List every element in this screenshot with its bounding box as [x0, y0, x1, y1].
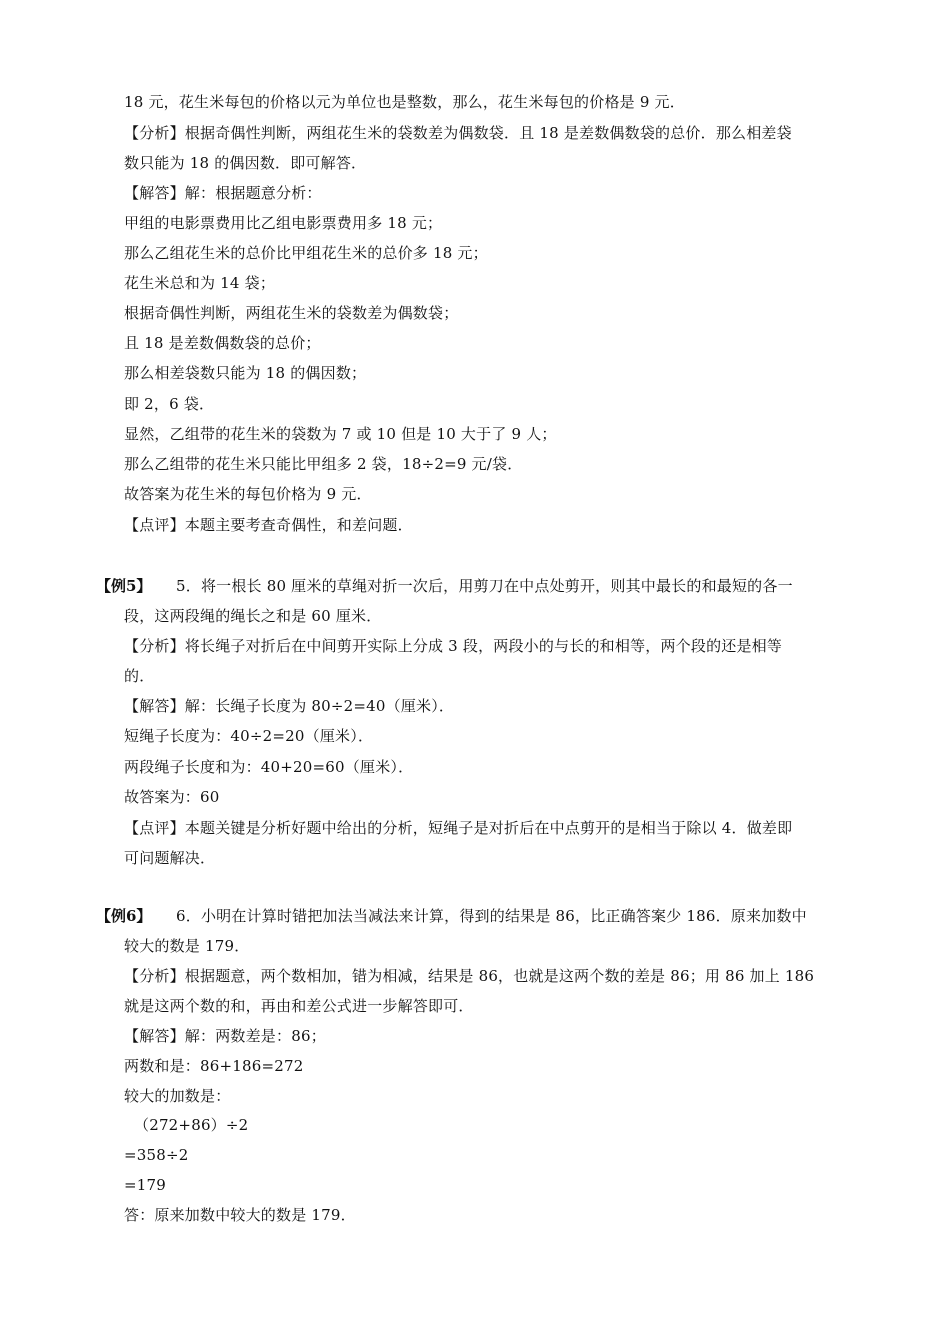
ex5-solution-line-4: 故答案为：60	[124, 788, 220, 806]
ex6-solution-line-2: 两数和是：86+186=272	[124, 1057, 304, 1075]
ex6-solution-line-7: 答：原来加数中较大的数是 179．	[124, 1206, 356, 1224]
ex6-analysis-line-1: 【分析】根据题意，两个数相加，错为相减，结果是 86，也就是这两个数的差是 86；用 86 加上 186	[124, 967, 815, 985]
ex5-question-line-2: 段，这两段绳的绳长之和是 60 厘米．	[124, 607, 382, 625]
ex4-solution-line-5: 根据奇偶性判断，两组花生米的袋数差为偶数袋；	[124, 304, 459, 322]
ex5-solution-line-1: 【解答】解：长绳子长度为 80÷2=40（厘米）．	[124, 697, 455, 715]
ex6-label: 【例6】	[96, 907, 152, 925]
ex5-comment-line-1: 【点评】本题关键是分析好题中给出的分析，短绳子是对折后在中点剪开的是相当于除以 4．做差即	[124, 819, 793, 837]
ex5-analysis-line-1: 【分析】将长绳子对折后在中间剪开实际上分成 3 段，两段小的与长的和相等，两个段的还是相等	[124, 637, 783, 655]
ex4-solution-line-3: 那么乙组花生米的总价比甲组花生米的总价多 18 元；	[124, 244, 488, 262]
ex4-analysis-line-1: 【分析】根据奇偶性判断，两组花生米的袋数差为偶数袋．且 18 是差数偶数袋的总价．那么相差袋	[124, 124, 792, 142]
ex6-solution-line-3: 较大的加数是：	[124, 1087, 231, 1105]
ex4-solution-line-6: 且 18 是差数偶数袋的总价；	[124, 334, 321, 352]
ex5-solution-line-2: 短绳子长度为：40÷2=20（厘米）．	[124, 727, 374, 745]
ex4-comment: 【点评】本题主要考查奇偶性，和差问题．	[124, 516, 413, 534]
ex6-question-line-1: 6．小明在计算时错把加法当减法来计算，得到的结果是 86，比正确答案少 186．原来加数中	[176, 907, 807, 925]
ex6-solution-line-1: 【解答】解：两数差是：86；	[124, 1027, 326, 1045]
ex4-solution-line-9: 显然，乙组带的花生米的袋数为 7 或 10 但是 10 大于了 9 人；	[124, 425, 557, 443]
ex6-question-line-2: 较大的数是 179．	[124, 937, 250, 955]
ex4-solution-line-2: 甲组的电影票费用比乙组电影票费用多 18 元；	[124, 214, 443, 232]
ex4-solution-line-4: 花生米总和为 14 袋；	[124, 274, 276, 292]
ex5-comment-line-2: 可问题解决．	[124, 849, 216, 867]
ex4-analysis-line-2: 数只能为 18 的偶因数．即可解答．	[124, 154, 367, 172]
ex5-analysis-line-2: 的．	[124, 667, 155, 685]
ex5-solution-line-3: 两段绳子长度和为：40+20=60（厘米）．	[124, 758, 414, 776]
ex4-solution-line-7: 那么相差袋数只能为 18 的偶因数；	[124, 364, 367, 382]
ex6-analysis-line-2: 就是这两个数的和，再由和差公式进一步解答即可．	[124, 997, 474, 1015]
ex4-question-continuation: 18 元，花生米每包的价格以元为单位也是整数，那么，花生米每包的价格是 9 元．	[124, 93, 685, 111]
ex5-label: 【例5】	[96, 577, 152, 595]
ex4-solution-line-1: 【解答】解：根据题意分析：	[124, 184, 322, 202]
ex5-question-line-1: 5．将一根长 80 厘米的草绳对折一次后，用剪刀在中点处剪开，则其中最长的和最短的各一	[176, 577, 793, 595]
ex4-solution-line-11: 故答案为花生米的每包价格为 9 元．	[124, 485, 372, 503]
ex6-solution-line-4: （272+86）÷2	[134, 1116, 249, 1134]
ex4-solution-line-8: 即 2，6 袋．	[124, 395, 215, 413]
ex6-solution-line-5: =358÷2	[124, 1146, 189, 1164]
ex6-solution-line-6: =179	[124, 1176, 166, 1194]
ex4-solution-line-10: 那么乙组带的花生米只能比甲组多 2 袋，18÷2=9 元/袋．	[124, 455, 523, 473]
